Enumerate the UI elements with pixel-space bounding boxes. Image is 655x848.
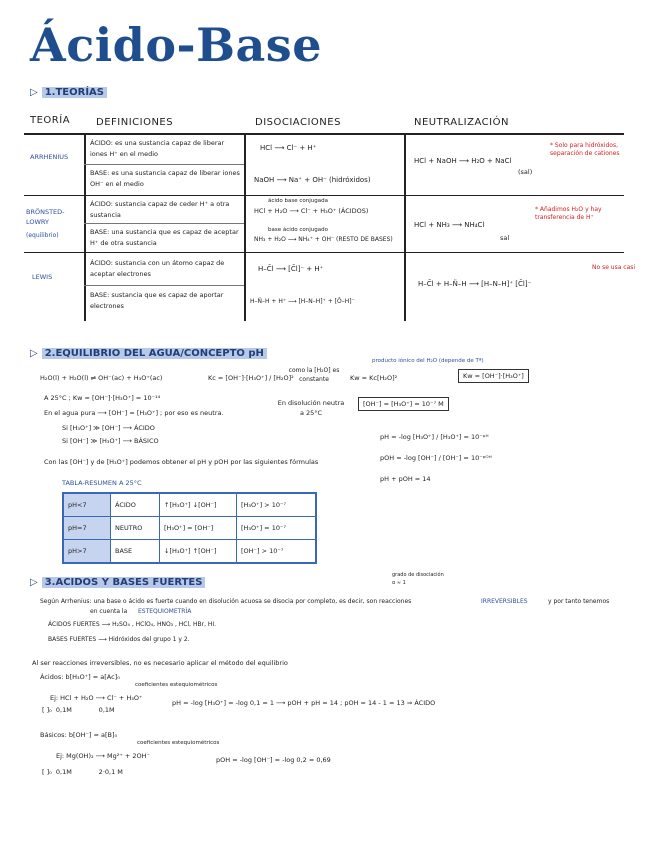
lewis-acid-def: ÁCIDO: sustancia con un átomo capaz de aceptar electrones (90, 259, 225, 278)
water-line-25c: A 25°C ; Kw = [OH⁻]·[H₃O⁺] = 10⁻¹⁴ (44, 394, 161, 402)
water-neutral-text: En disolución neutra a 25°C (277, 399, 345, 417)
theory-bronsted: BRÖNSTED-LOWRY (26, 208, 65, 226)
section-3-heading: ▷ 3.ACIDOS Y BASES FUERTES (30, 577, 205, 588)
bronsted-acid-diss: HCl + H₂O ⟶ Cl⁻ + H₃O⁺ (ÁCIDOS) (254, 207, 369, 215)
arrhenius-note: * Solo para hidróxidos, separación de cationes (550, 142, 620, 157)
formula-poh: pOH = -log [OH⁻] / [OH⁻] = 10⁻ᵖᴼᴴ (380, 454, 492, 462)
lewis-base-def: BASE: sustancia que es capaz de aportar electrones (90, 291, 224, 310)
table-cell: pH>7 (63, 540, 111, 564)
lewis-note: No se usa casi (592, 264, 636, 271)
col-header-teoria: TEORÍA (30, 115, 71, 126)
table-cell: BASE (111, 540, 160, 564)
theory-bronsted-sub: (equilibrio) (26, 232, 59, 239)
water-line-acid: Si [H₃O⁺] ≫ [OH⁻] ⟶ ÁCIDO (62, 424, 155, 432)
table-cell: [H₃O⁺] = [OH⁻] (160, 517, 237, 540)
table-row (63, 517, 316, 540)
alpha-label: α ≈ 1 (392, 580, 406, 586)
table-subline-3 (84, 285, 244, 286)
water-kw-eq: Kw = Kc[H₂O]² (350, 374, 398, 382)
formula-ph: pH = -log [H₃O⁺] / [H₃O⁺] = 10⁻ᵖᴴ (380, 433, 489, 441)
table-row-line-2 (24, 252, 624, 253)
arrhenius-neutralization: HCl + NaOH ⟶ H₂O + NaCl (414, 157, 512, 165)
base-concentrations: [ ]₀ 0,1M 2·0,1 M (42, 768, 123, 776)
table-cell: [H₃O⁺] > 10⁻⁷ (237, 493, 317, 517)
lewis-base-diss: H–N̈–H + H⁺ ⟶ [H–N–H]⁺ + [Ō–H]⁻ (250, 298, 355, 305)
acid-formula: Ácidos: b[H₃O⁺] = a[Ac]₀ (40, 673, 120, 681)
bronsted-note: * Añadimos H₂O y hay transferencia de H⁺ (535, 206, 602, 221)
acid-concentrations: [ ]₀ 0,1M 0,1M (42, 706, 115, 714)
table-row (63, 540, 316, 564)
table-row-line-1 (24, 195, 624, 196)
water-kw-note: producto iónico del H₂O (depende de Tª) (372, 358, 484, 364)
water-formula-intro: Con las [OH⁻] y de [H₃O⁺] podemos obtener el pH y pOH por las siguientes fórmulas (44, 458, 319, 466)
bronsted-neutralization: HCl + NH₃ ⟶ NH₄Cl (414, 221, 485, 229)
strong-esteq: ESTEQUIOMETRÍA (138, 608, 192, 615)
grado-label: grado de disociación (392, 572, 444, 578)
table-cell: [OH⁻] > 10⁻⁷ (237, 540, 317, 564)
arrhenius-neutral-sub: (sal) (518, 168, 533, 176)
section-1-heading: ▷ 1.TEORÍAS (30, 87, 107, 98)
summary-table (62, 492, 317, 564)
table-cell: pH<7 (63, 493, 111, 517)
strong-bases: BASES FUERTES ⟶ Hidróxidos del grupo 1 y 2. (48, 636, 190, 643)
strong-p1a: Según Arrhenius: una base o ácido es fuerte cuando en disolución acuosa se disocia por completo, es decir, son reacciones (40, 598, 412, 605)
table-header-line (24, 133, 624, 135)
arrhenius-base-def: BASE: es una sustancia capaz de liberar iones OH⁻ en el medio (90, 169, 240, 188)
table-vline-2 (244, 133, 246, 321)
col-header-disociaciones: DISOCIACIONES (255, 117, 341, 128)
table-cell: pH=7 (63, 517, 111, 540)
strong-acids: ÁCIDOS FUERTES ⟶ H₂SO₄ , HClO₄, HNO₃ , HCl, HBr, HI. (48, 621, 217, 628)
strong-p1b: y por tanto tenemos (548, 598, 610, 605)
water-equilibrium: H₂O(l) + H₂O(l) ⇌ OH⁻(ac) + H₃O⁺(ac) (40, 374, 163, 382)
summary-title: TABLA-RESUMEN A 25°C (62, 479, 142, 487)
table-vline-3 (404, 133, 406, 321)
strong-p1c: en cuenta la (90, 608, 128, 615)
water-neutral-box: [OH⁻] = [H₃O⁺] = 10⁻⁷ M (358, 397, 449, 411)
bronsted-acid-labels: ácido base conjugada (268, 198, 328, 204)
table-cell: [H₃O⁺] = 10⁻⁷ (237, 517, 317, 540)
table-cell: ↓[H₃O⁺] ↑[OH⁻] (160, 540, 237, 564)
water-line-pure: En el agua pura ⟶ [OH⁻] = [H₃O⁺] ; por eso es neutra. (44, 409, 224, 417)
table-vline-1 (84, 133, 86, 321)
table-subline-2 (84, 223, 244, 224)
bronsted-neutral-sub: sal (500, 234, 510, 242)
strong-irreversibles: IRREVERSIBLES (481, 598, 528, 605)
table-subline-1 (84, 164, 244, 165)
water-kw-box: Kw = [OH⁻]·[H₃O⁺] (458, 369, 529, 383)
bronsted-acid-def: ÁCIDO: sustancia capaz de ceder H⁺ a otra sustancia (90, 200, 230, 219)
col-header-definiciones: DEFINICIONES (96, 117, 174, 128)
water-line-base: Si [OH⁻] ≫ [H₃O⁺] ⟶ BÁSICO (62, 437, 159, 445)
formula-sum: pH + pOH = 14 (380, 475, 431, 483)
lewis-acid-diss: H–C̄l ⟶ [C̄l]⁻ + H⁺ (258, 265, 324, 273)
water-const: como la [H₂O] es constante (288, 367, 340, 383)
base-coef-note: coeficientes estequiométricos (137, 740, 220, 746)
theory-arrhenius: ARRHENIUS (30, 153, 69, 161)
base-example: Ej: Mg(OH)₂ ⟶ Mg²⁺ + 2OH⁻ (56, 752, 150, 760)
arrhenius-acid-def: ÁCIDO: es una sustancia capaz de liberar iones H⁺ en el medio (90, 139, 225, 158)
triangle-icon: ▷ (30, 348, 38, 359)
strong-p2: Al ser reacciones irreversibles, no es necesario aplicar el método del equilibrio (32, 659, 288, 667)
triangle-icon: ▷ (30, 87, 38, 98)
base-formula: Básicos: b[OH⁻] = a[B]₀ (40, 731, 118, 739)
table-cell: ↑[H₃O⁺] ↓[OH⁻] (160, 493, 237, 517)
page-title: Ácido-Base (30, 18, 322, 72)
water-kc: Kc = [OH⁻]·[H₃O⁺] / [H₂O]² (208, 374, 294, 382)
acid-coef-note: coeficientes estequiométricos (135, 682, 218, 688)
bronsted-base-labels: base ácido conjugado (268, 227, 328, 233)
lewis-neutralization: H–C̄l + H–N̈–H ⟶ [H–N–H]⁺ [C̄l]⁻ (418, 280, 532, 288)
section-2-heading: ▷ 2.EQUILIBRIO DEL AGUA/CONCEPTO pH (30, 348, 267, 359)
arrhenius-acid-diss: HCl ⟶ Cl⁻ + H⁺ (260, 144, 317, 152)
table-row (63, 493, 316, 517)
acid-result: pH = -log [H₃O⁺] = -log 0,1 = 1 ⟶ pOH + pH = 14 ; pOH = 14 - 1 = 13 ⇒ ÁCIDO (172, 699, 436, 707)
bronsted-base-def: BASE: una sustancia que es capaz de aceptar H⁺ de otra sustancia (90, 228, 239, 247)
acid-example: Ej: HCl + H₂O ⟶ Cl⁻ + H₃O⁺ (50, 694, 143, 702)
triangle-icon: ▷ (30, 577, 38, 588)
table-cell: NEUTRO (111, 517, 160, 540)
arrhenius-base-diss: NaOH ⟶ Na⁺ + OH⁻ (hidróxidos) (254, 176, 371, 184)
base-result: pOH = -log [OH⁻] = -log 0,2 = 0,69 (216, 756, 331, 764)
table-cell: ÁCIDO (111, 493, 160, 517)
theory-lewis: LEWIS (32, 273, 53, 281)
bronsted-base-diss: NH₃ + H₂O ⟶ NH₄⁺ + OH⁻ (RESTO DE BASES) (254, 236, 393, 243)
col-header-neutralizacion: NEUTRALIZACIÓN (414, 117, 509, 128)
